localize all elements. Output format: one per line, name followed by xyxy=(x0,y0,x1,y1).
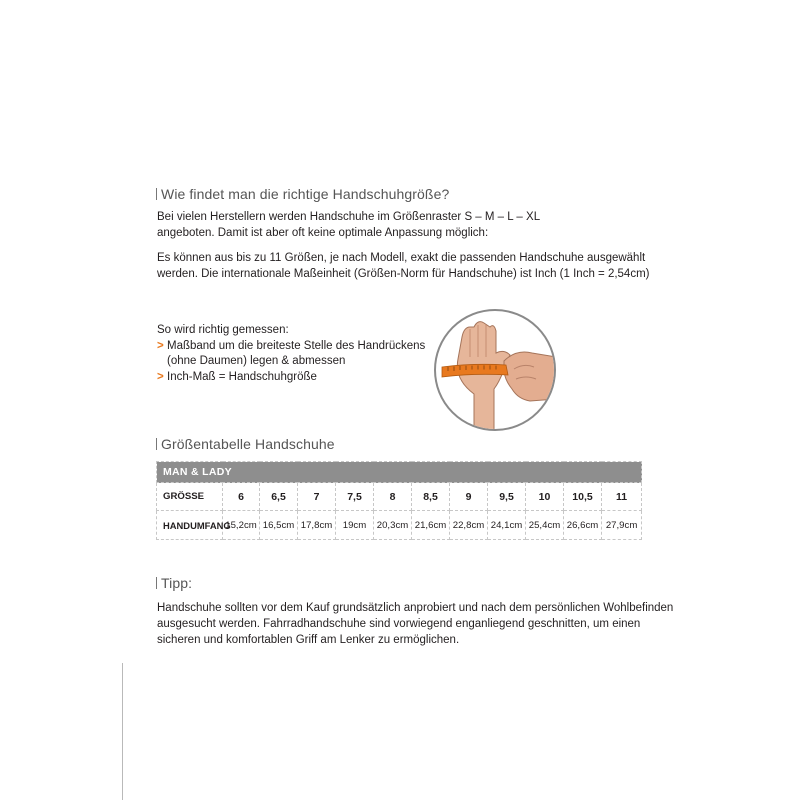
table-cell: 10,5 xyxy=(564,483,602,511)
table-cell: 24,1cm xyxy=(488,511,526,540)
heading-bar xyxy=(156,438,157,450)
table-row xyxy=(157,483,642,511)
paragraph-line: Bei vielen Herstellern werden Handschuhe im Größenraster S – M – L – XL xyxy=(157,211,541,223)
step-line: Maßband um die breiteste Stelle des Handrückens xyxy=(167,339,426,352)
step-line: (ohne Daumen) legen & abmessen xyxy=(167,355,346,367)
table-cell: 15,2cm xyxy=(223,511,260,540)
page-margin-line xyxy=(122,663,123,800)
section-heading-tip xyxy=(156,575,192,591)
row-label-size: GRÖSSE xyxy=(157,483,223,511)
heading-text: Größentabelle Handschuhe xyxy=(161,436,335,452)
list-item xyxy=(157,339,437,370)
intro-paragraph xyxy=(157,209,677,241)
table-cell: 27,9cm xyxy=(602,511,642,540)
tip-paragraph xyxy=(157,600,677,648)
heading-bar xyxy=(156,188,157,200)
table-cell: 17,8cm xyxy=(298,511,336,540)
table-cell: 26,6cm xyxy=(564,511,602,540)
table-cell: 8 xyxy=(374,483,412,511)
table-cell: 20,3cm xyxy=(374,511,412,540)
table-cell: 16,5cm xyxy=(260,511,298,540)
table-row xyxy=(157,511,642,540)
sizes-paragraph xyxy=(157,250,677,282)
measure-instructions xyxy=(157,323,437,385)
bullet-arrow-icon: > xyxy=(157,370,164,383)
table-cell: 21,6cm xyxy=(412,511,450,540)
measure-intro: So wird richtig gemessen: xyxy=(157,324,289,336)
paragraph-line: werden. Die internationale Maßeinheit (Größen-Norm für Handschuhe) ist Inch (1 Inch = 2,54cm) xyxy=(157,268,650,280)
hand-measuring-illustration xyxy=(434,309,556,431)
row-label-circumference: HANDUMFANG xyxy=(157,511,223,540)
paragraph-line: ausgesucht werden. Fahrradhandschuhe sind vorwiegend enganliegend geschnitten, um einen xyxy=(157,618,641,630)
paragraph-line: Handschuhe sollten vor dem Kauf grundsätzlich anprobiert und nach dem persönlichen Wohlbefinden xyxy=(157,602,674,614)
table-cell: 9,5 xyxy=(488,483,526,511)
paragraph-line: angeboten. Damit ist aber oft keine optimale Anpassung möglich: xyxy=(157,227,489,239)
step-line: Inch-Maß = Handschuhgröße xyxy=(167,370,317,383)
table-cell: 8,5 xyxy=(412,483,450,511)
table-cell: 10 xyxy=(526,483,564,511)
section-heading-size-guide xyxy=(156,186,449,202)
list-item xyxy=(157,370,437,386)
paragraph-line: sicheren und komfortablen Griff am Lenker zu ermöglichen. xyxy=(157,634,460,646)
table-cell: 9 xyxy=(450,483,488,511)
table-cell: 11 xyxy=(602,483,642,511)
bullet-arrow-icon: > xyxy=(157,339,164,352)
table-header-row xyxy=(157,462,642,483)
measure-steps-list xyxy=(157,339,437,386)
table-title: MAN & LADY xyxy=(157,462,642,483)
heading-bar xyxy=(156,577,157,589)
paragraph-line: Es können aus bis zu 11 Größen, je nach Modell, exakt die passenden Handschuhe ausgewählt xyxy=(157,252,646,264)
table-cell: 19cm xyxy=(336,511,374,540)
table-cell: 6,5 xyxy=(260,483,298,511)
table-cell: 7 xyxy=(298,483,336,511)
table-cell: 7,5 xyxy=(336,483,374,511)
table-cell: 6 xyxy=(223,483,260,511)
table-cell: 22,8cm xyxy=(450,511,488,540)
heading-text: Wie findet man die richtige Handschuhgröße? xyxy=(161,186,450,202)
section-heading-size-table xyxy=(156,436,335,452)
heading-text: Tipp: xyxy=(161,575,193,591)
table-cell: 25,4cm xyxy=(526,511,564,540)
size-table xyxy=(156,461,642,540)
